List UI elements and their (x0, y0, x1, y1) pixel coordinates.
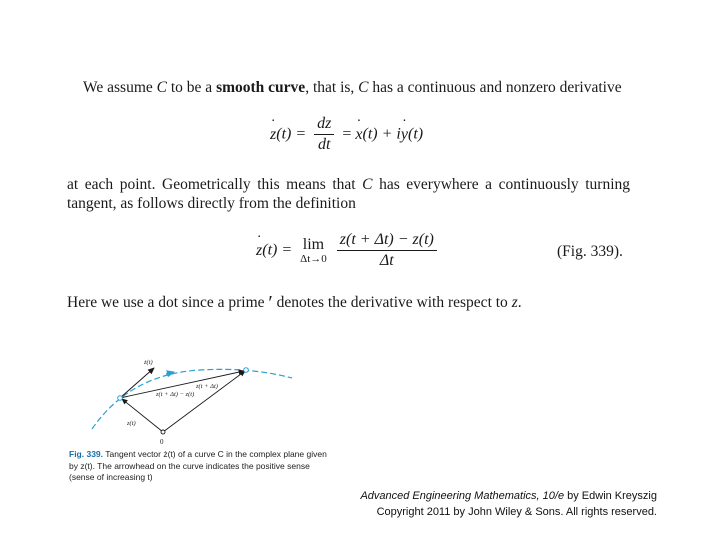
label-difference: z(t + Δt) − z(t) (156, 391, 195, 398)
eq2-lhs: z ˙(t) = (256, 242, 292, 259)
eq2-limit: lim Δt→0 (300, 235, 327, 265)
paragraph-geometric-meaning: at each point. Geometrically this means that C has everywhere a continuously turning tangent, as follows directly from the definition (67, 176, 630, 212)
paragraph-dot-notation: Here we use a dot since a prime ′ denotes the derivative with respect to z. (67, 292, 522, 314)
point-origin (161, 430, 165, 434)
equation-limit-definition (256, 230, 441, 271)
vector-z-t (122, 399, 163, 432)
label-z-t: z(t) (127, 420, 136, 427)
figure-caption: Fig. 339. Tangent vector ż(t) of a curve C in the complex plane given by z(t). The arrowhead on the curve indicates the positive sense (sense of increasing t) (69, 449, 327, 482)
figure-reference: (Fig. 339). (557, 243, 623, 260)
figure-tangent-vector (70, 354, 300, 446)
term-smooth-curve: smooth curve (216, 79, 306, 96)
eq2-fraction: $\frac{z(t + \Delta t) - z(t)}{\Delta t}$ (337, 230, 437, 271)
label-origin: 0 (160, 438, 164, 446)
equation-derivative: z ˙(t) = $\frac{dz}{dt}$ = x ˙(t) + iy ˙(t) (270, 114, 423, 155)
label-z-t-plus-dt: z(t + Δt) (196, 383, 218, 390)
point-z-t (118, 396, 123, 401)
paragraph-smooth-curve: We assume C to be a smooth curve, that is, C has a continuous and nonzero derivative (83, 79, 622, 96)
credit-copyright: Copyright 2011 by John Wiley & Sons. All rights reserved. (376, 506, 657, 518)
eq1-fraction: $\frac{dz}{dt}$ (314, 114, 334, 155)
credit-book: Advanced Engineering Mathematics, 10/e by Edwin Kreyszig (360, 490, 657, 502)
point-z-t-plus-dt (244, 368, 249, 373)
vector-tangent-zdot (120, 368, 154, 398)
eq1-lhs: z ˙(t) = (270, 126, 306, 143)
label-zdot: ż(t) (144, 359, 153, 366)
